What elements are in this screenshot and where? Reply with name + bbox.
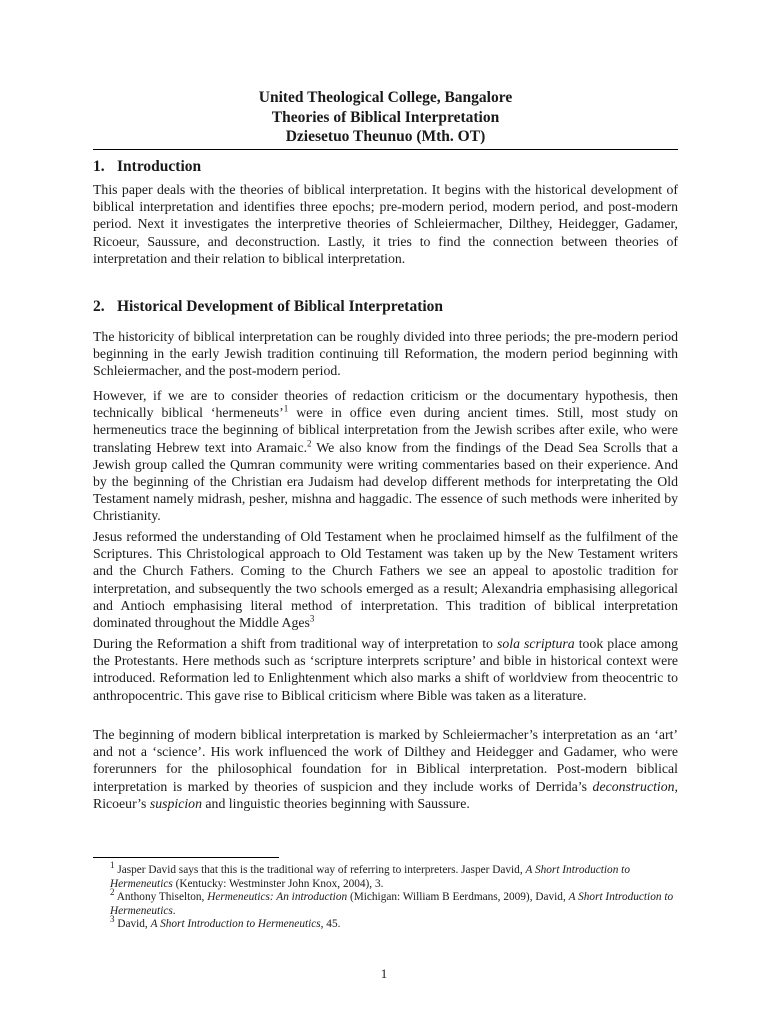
author-line: Dziesetuo Theunuo (Mth. OT) (285, 128, 486, 145)
institution-name: United Theological College, Bangalore (258, 89, 513, 106)
section-heading (93, 297, 678, 316)
paragraph-block (93, 635, 678, 704)
body-paragraph: The historicity of biblical interpretation can be roughly divided into three periods; the pre-modern period beginning in the early Jewish tradition continuing till Reformation, the modern period beginning with Schleiermacher, and the post-modern period. (93, 329, 678, 379)
page-number: 1 (380, 966, 388, 981)
document-header (93, 88, 678, 147)
paper-title: Theories of Biblical Interpretation (271, 108, 500, 126)
footnote-separator (93, 857, 279, 858)
footnote-3: $^3$ David, A Short Introduction to Hermeneutics, 45. (110, 914, 341, 930)
body-paragraph: However, if we are to consider theories of redaction criticism or the documentary hypothesis, then technically biblical ‘hermeneuts’$^1$ were in office even during ancient times. Still, most study on hermeneutics trace the beginning of biblical interpretation from the Jewish scribes after exile, who were translating Hebrew text into Aramaic.$^2$ We also know from the findings of the Dead Sea Scrolls that a Jewish group called the Qumran community were writing commentaries based on their experience. And by the beginning of the Christian era Judaism had develop different methods for interpretating the Old Testament namely midrash, pesher, mishna and haggadic. The essence of such methods were inherited by Christianity. (93, 388, 678, 524)
footnote-ref[interactable]: 1 (283, 403, 289, 414)
section-number: 1. (93, 158, 105, 175)
footnote-ref[interactable]: 3 (309, 613, 315, 624)
section-heading (93, 157, 678, 176)
footnote-2: $^2$ Anthony Thiselton, Hermeneutics: An introduction (Michigan: William B Eerdmans, 2009), David, A Short Introduction to Hermeneutics. (110, 887, 674, 917)
section-introduction (93, 157, 678, 176)
footnote-ref[interactable]: 2 (307, 438, 312, 449)
intro-paragraph-block (93, 181, 678, 267)
paragraph-block (93, 328, 678, 380)
paragraph-block (93, 726, 678, 812)
header-rule (93, 149, 678, 150)
body-paragraph: During the Reformation a shift from traditional way of interpretation to sola scriptura took place among the Protestants. Here methods such as ‘scripture interprets scripture’ and bible in historical context were introduced. Reformation led to Enlightenment which also marks a shift of worldview from theocentric to anthropocentric. This gave rise to Biblical criticism where Bible was taken as a literature. (93, 636, 679, 703)
footnotes (93, 860, 678, 932)
body-paragraph: The beginning of modern biblical interpretation is marked by Schleiermacher’s interpretation as an ‘art’ and not a ‘science’. His work influenced the work of Dilthey and Heidegger and Gadamer, who were forerunners for the philosophical foundation for in Biblical interpretation. Post-modern biblical interpretation is marked by theories of suspicion and they include works of Derrida’s deconstruction, Ricoeur’s suspicion and linguistic theories beginning with Saussure. (93, 727, 678, 811)
section-historical (93, 297, 678, 316)
section-title: Historical Development of Biblical Interpretation (117, 298, 444, 315)
paragraph-block (93, 387, 678, 525)
footnote-1: $^1$ Jasper David says that this is the traditional way of referring to interpreters. Jasper David, A Short Introduction to Hermeneutics (Kentucky: Westminster John Knox, 2004), 3. (110, 860, 630, 890)
section-title: Introduction (117, 158, 202, 175)
body-paragraph: Jesus reformed the understanding of Old Testament when he proclaimed himself as the fulfilment of the Scriptures. This Christological approach to Old Testament was taken up by the New Testament writers and the Church Fathers. Coming to the Church Fathers we see an appeal to apostolic tradition for interpretation, and subsequently the two schools emerged as a result; Alexandria emphasising allegorical and Antioch emphasising literal method of interpretation. This tradition of biblical interpretation dominated throughout the Middle Ages$^3$ (93, 529, 678, 631)
intro-paragraph: This paper deals with the theories of biblical interpretation. It begins with the historical development of biblical interpretation and identifies three epochs; pre-modern period, modern period, and post-modern period. Next it investigates the interpretive theories of Schleiermacher, Dilthey, Heidegger, Gadamer, Ricoeur, Saussure, and deconstruction. Lastly, it tries to find the connection between theories of interpretation and their relation to biblical interpretation. (93, 182, 678, 266)
section-number: 2. (93, 298, 105, 315)
paragraph-block (93, 528, 678, 631)
